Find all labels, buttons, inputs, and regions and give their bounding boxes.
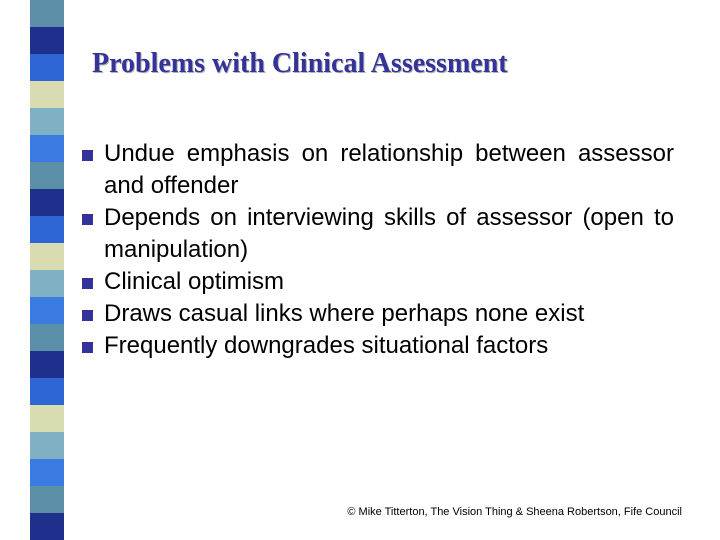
color-strip-segment bbox=[30, 297, 64, 324]
bullet-text: Draws casual links where perhaps none exist bbox=[104, 300, 585, 327]
bullet-item bbox=[82, 266, 674, 298]
color-strip-segment bbox=[30, 270, 64, 297]
bullet-item bbox=[82, 330, 674, 362]
bullet-text: Frequently downgrades situational factors bbox=[104, 332, 549, 359]
slide-title: Problems with Clinical Assessment bbox=[92, 48, 508, 79]
square-bullet-icon bbox=[82, 310, 93, 321]
square-bullet-icon bbox=[82, 278, 93, 289]
color-strip-segment bbox=[30, 351, 64, 378]
color-strip-segment bbox=[30, 189, 64, 216]
square-bullet-icon bbox=[82, 342, 93, 353]
square-bullet-icon bbox=[82, 214, 93, 225]
color-strip-segment bbox=[30, 378, 64, 405]
color-strip-segment bbox=[30, 513, 64, 540]
color-strip-segment bbox=[30, 405, 64, 432]
color-strip-segment bbox=[30, 108, 64, 135]
color-strip-segment bbox=[30, 135, 64, 162]
bullet-item bbox=[82, 202, 674, 266]
color-strip-segment bbox=[30, 216, 64, 243]
square-bullet-icon bbox=[82, 150, 93, 161]
bullet-list bbox=[82, 138, 674, 362]
bullet-item bbox=[82, 138, 674, 202]
color-strip-segment bbox=[30, 432, 64, 459]
color-strip-segment bbox=[30, 81, 64, 108]
color-strip-segment bbox=[30, 54, 64, 81]
color-strip-segment bbox=[30, 324, 64, 351]
bullet-text: Clinical optimism bbox=[104, 268, 285, 295]
decorative-color-strip bbox=[30, 0, 64, 540]
color-strip-segment bbox=[30, 27, 64, 54]
bullet-text: Depends on interviewing skills of assessor (open to manipulation) bbox=[104, 204, 674, 263]
color-strip-segment bbox=[30, 162, 64, 189]
color-strip-segment bbox=[30, 0, 64, 27]
bullet-item bbox=[82, 298, 674, 330]
color-strip-segment bbox=[30, 486, 64, 513]
color-strip-segment bbox=[30, 459, 64, 486]
copyright-footer: © Mike Titterton, The Vision Thing & Sheena Robertson, Fife Council bbox=[347, 506, 682, 518]
color-strip-segment bbox=[30, 243, 64, 270]
bullet-text: Undue emphasis on relationship between assessor and offender bbox=[104, 140, 674, 199]
